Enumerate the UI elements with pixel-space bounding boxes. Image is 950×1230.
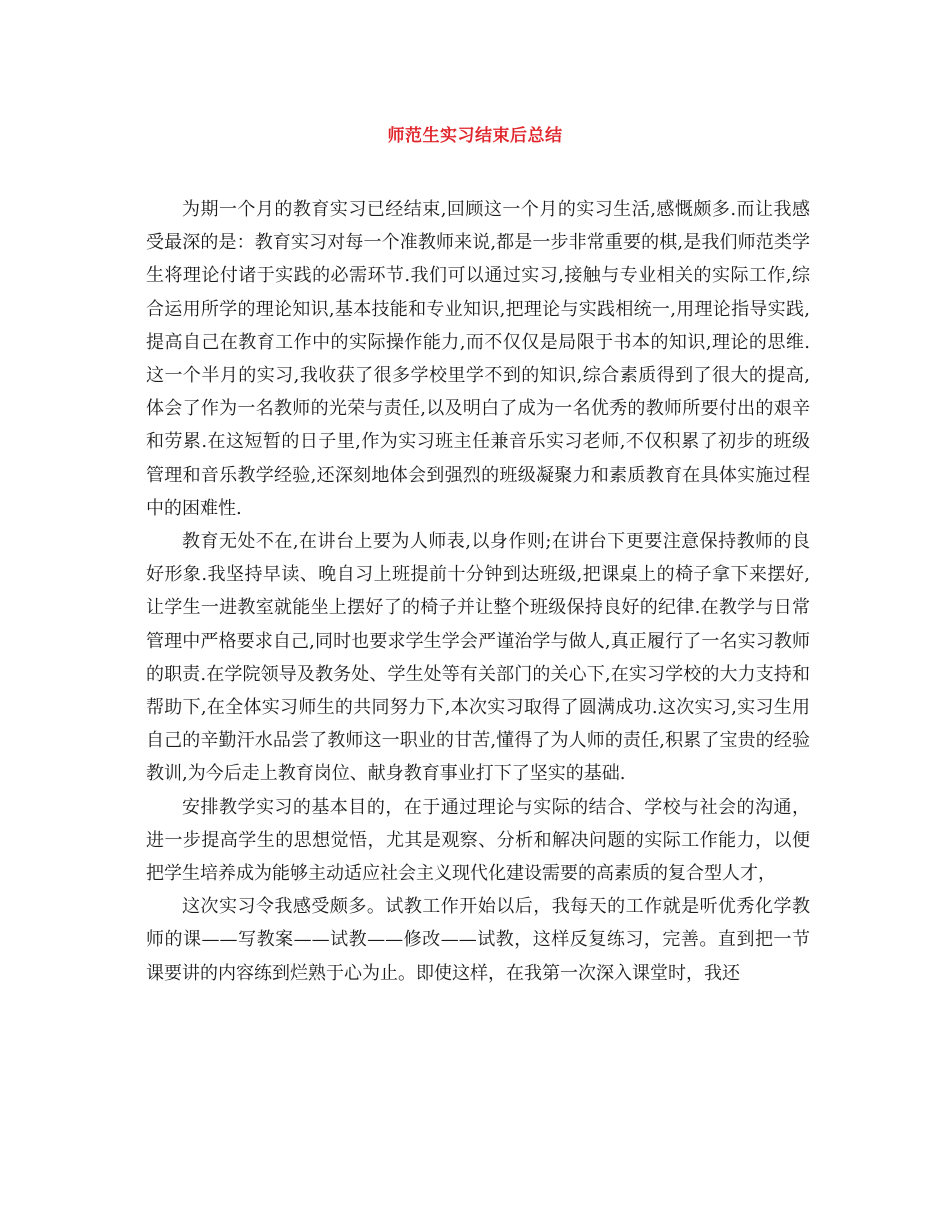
paragraph-2: 教育无处不在,在讲台上要为人师表,以身作则;在讲台下更要注意保持教师的良好形象.我坚持早读、晚自习上班提前十分钟到达班级,把课桌上的椅子拿下来摆好,让学生一进教室就能坐上摆好了的椅子并让整个班级保持良好的纪律.在教学与日常管理中严格要求自己,同时也要求学生学会严谨治学与做人,真正履行了一名实习教师的职责.在学院领导及教务处、学生处等有关部门的关心下,在实习学校的大力支持和帮助下,在全体实习师生的共同努力下,本次实习取得了圆满成功.这次实习,实习生用自己的辛勤汗水品尝了教师这一职业的甘苦,懂得了为人师的责任,积累了宝贵的经验教训,为今后走上教育岗位、献身教育事业打下了坚实的基础. xyxy=(146,531,810,785)
paragraph-4: 这次实习令我感受颇多。试教工作开始以后，我每天的工作就是听优秀化学教师的课——写教案——试教——修改——试教，这样反复练习，完善。直到把一节课要讲的内容练到烂熟于心为止。即使这样，在我第一次深入课堂时，我还 xyxy=(146,896,810,984)
document-body xyxy=(146,193,810,990)
paragraph-3: 安排教学实习的基本目的，在于通过理论与实际的结合、学校与社会的沟通，进一步提高学生的思想觉悟，尤其是观察、分析和解决问题的实际工作能力，以便把学生培养成为能够主动适应社会主义现代化建设需要的高素质的复合型人才， xyxy=(146,796,810,885)
paragraph-1: 为期一个月的教育实习已经结束,回顾这一个月的实习生活,感慨颇多.而让我感受最深的是：教育实习对每一个准教师来说,都是一步非常重要的棋,是我们师范类学生将理论付诸于实践的必需环节.我们可以通过实习,接触与专业相关的实际工作,综合运用所学的理论知识,基本技能和专业知识,把理论与实践相统一,用理论指导实践,提高自己在教育工作中的实际操作能力,而不仅仅是局限于书本的知识,理论的思维.这一个半月的实习,我收获了很多学校里学不到的知识,综合素质得到了很大的提高,体会了作为一名教师的光荣与责任,以及明白了成为一名优秀的教师所要付出的艰辛和劳累.在这短暂的日子里,作为实习班主任兼音乐实习老师,不仅积累了初步的班级管理和音乐教学经验,还深刻地体会到强烈的班级凝聚力和素质教育在具体实施过程中的困难性. xyxy=(146,199,810,519)
document-title: 师范生实习结束后总结 xyxy=(387,126,563,146)
